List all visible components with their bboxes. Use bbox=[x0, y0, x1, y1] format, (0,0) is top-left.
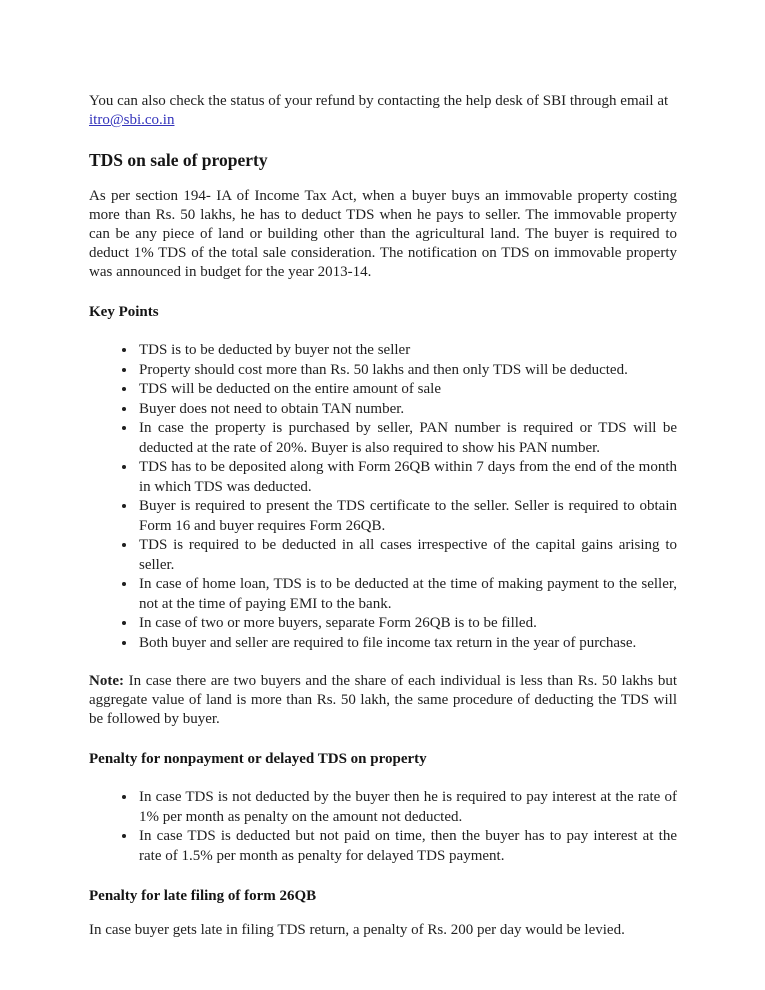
list-item: • TDS will be deducted on the entire amount of sale bbox=[137, 380, 677, 400]
list-item: • Buyer does not need to obtain TAN number. bbox=[137, 400, 677, 420]
key-points-heading: Key Points bbox=[89, 304, 159, 320]
list-item: • Property should cost more than Rs. 50 lakhs and then only TDS will be deducted. bbox=[137, 361, 677, 381]
list-item: • TDS is to be deducted by buyer not the seller bbox=[137, 341, 677, 361]
tds-overview-paragraph: As per section 194- IA of Income Tax Act, when a buyer buys an immovable property costing more than Rs. 50 lakhs, he has to deduct TDS when he pays to seller. The immovable property can be any piece of land or building other than the agricultural land. The buyer is required to deduct 1% TDS of the total sale consideration. The notification on TDS on immovable property was announced in budget for the year 2013-14. bbox=[89, 188, 677, 280]
refund-status-paragraph bbox=[89, 92, 677, 130]
note-label: Note: bbox=[89, 673, 124, 689]
list-item: • In case TDS is not deducted by the buyer then he is required to pay interest at the rate of 1% per month as penalty on the amount not deducted. bbox=[137, 788, 677, 827]
sbi-email-link[interactable]: itro@sbi.co.in bbox=[89, 112, 175, 128]
list-item: • In case TDS is deducted but not paid on time, then the buyer has to pay interest at the rate of 1.5% per month as penalty for delayed TDS payment. bbox=[137, 827, 677, 866]
note-paragraph bbox=[89, 672, 677, 729]
penalty-late-filing-heading: Penalty for late filing of form 26QB bbox=[89, 888, 317, 904]
list-item: • In case the property is purchased by seller, PAN number is required or TDS will be deducted at the rate of 20%. Buyer is also required to show his PAN number. bbox=[137, 419, 677, 458]
list-item: • TDS is required to be deducted in all cases irrespective of the capital gains arising to seller. bbox=[137, 536, 677, 575]
page-title: TDS on sale of property bbox=[89, 150, 268, 170]
note-text: In case there are two buyers and the share of each individual is less than Rs. 50 lakhs but aggregate value of land is more than Rs. 50 lakh, the same procedure of deducting the TDS will be followed by buyer. bbox=[89, 673, 677, 727]
key-points-list bbox=[89, 341, 677, 653]
late-filing-paragraph: In case buyer gets late in filing TDS return, a penalty of Rs. 200 per day would be levied. bbox=[89, 922, 625, 938]
list-item: • Buyer is required to present the TDS certificate to the seller. Seller is required to obtain Form 16 and buyer requires Form 26QB. bbox=[137, 497, 677, 536]
list-item: • TDS has to be deposited along with Form 26QB within 7 days from the end of the month in which TDS was deducted. bbox=[137, 458, 677, 497]
list-item: • In case of home loan, TDS is to be deducted at the time of making payment to the seller, not at the time of paying EMI to the bank. bbox=[137, 575, 677, 614]
penalty-nonpayment-heading: Penalty for nonpayment or delayed TDS on property bbox=[89, 751, 427, 767]
refund-status-text: You can also check the status of your refund by contacting the help desk of SBI through email at bbox=[89, 93, 669, 109]
list-item: • Both buyer and seller are required to file income tax return in the year of purchase. bbox=[137, 634, 677, 654]
list-item: • In case of two or more buyers, separate Form 26QB is to be filled. bbox=[137, 614, 677, 634]
penalty-nonpayment-list bbox=[89, 788, 677, 866]
